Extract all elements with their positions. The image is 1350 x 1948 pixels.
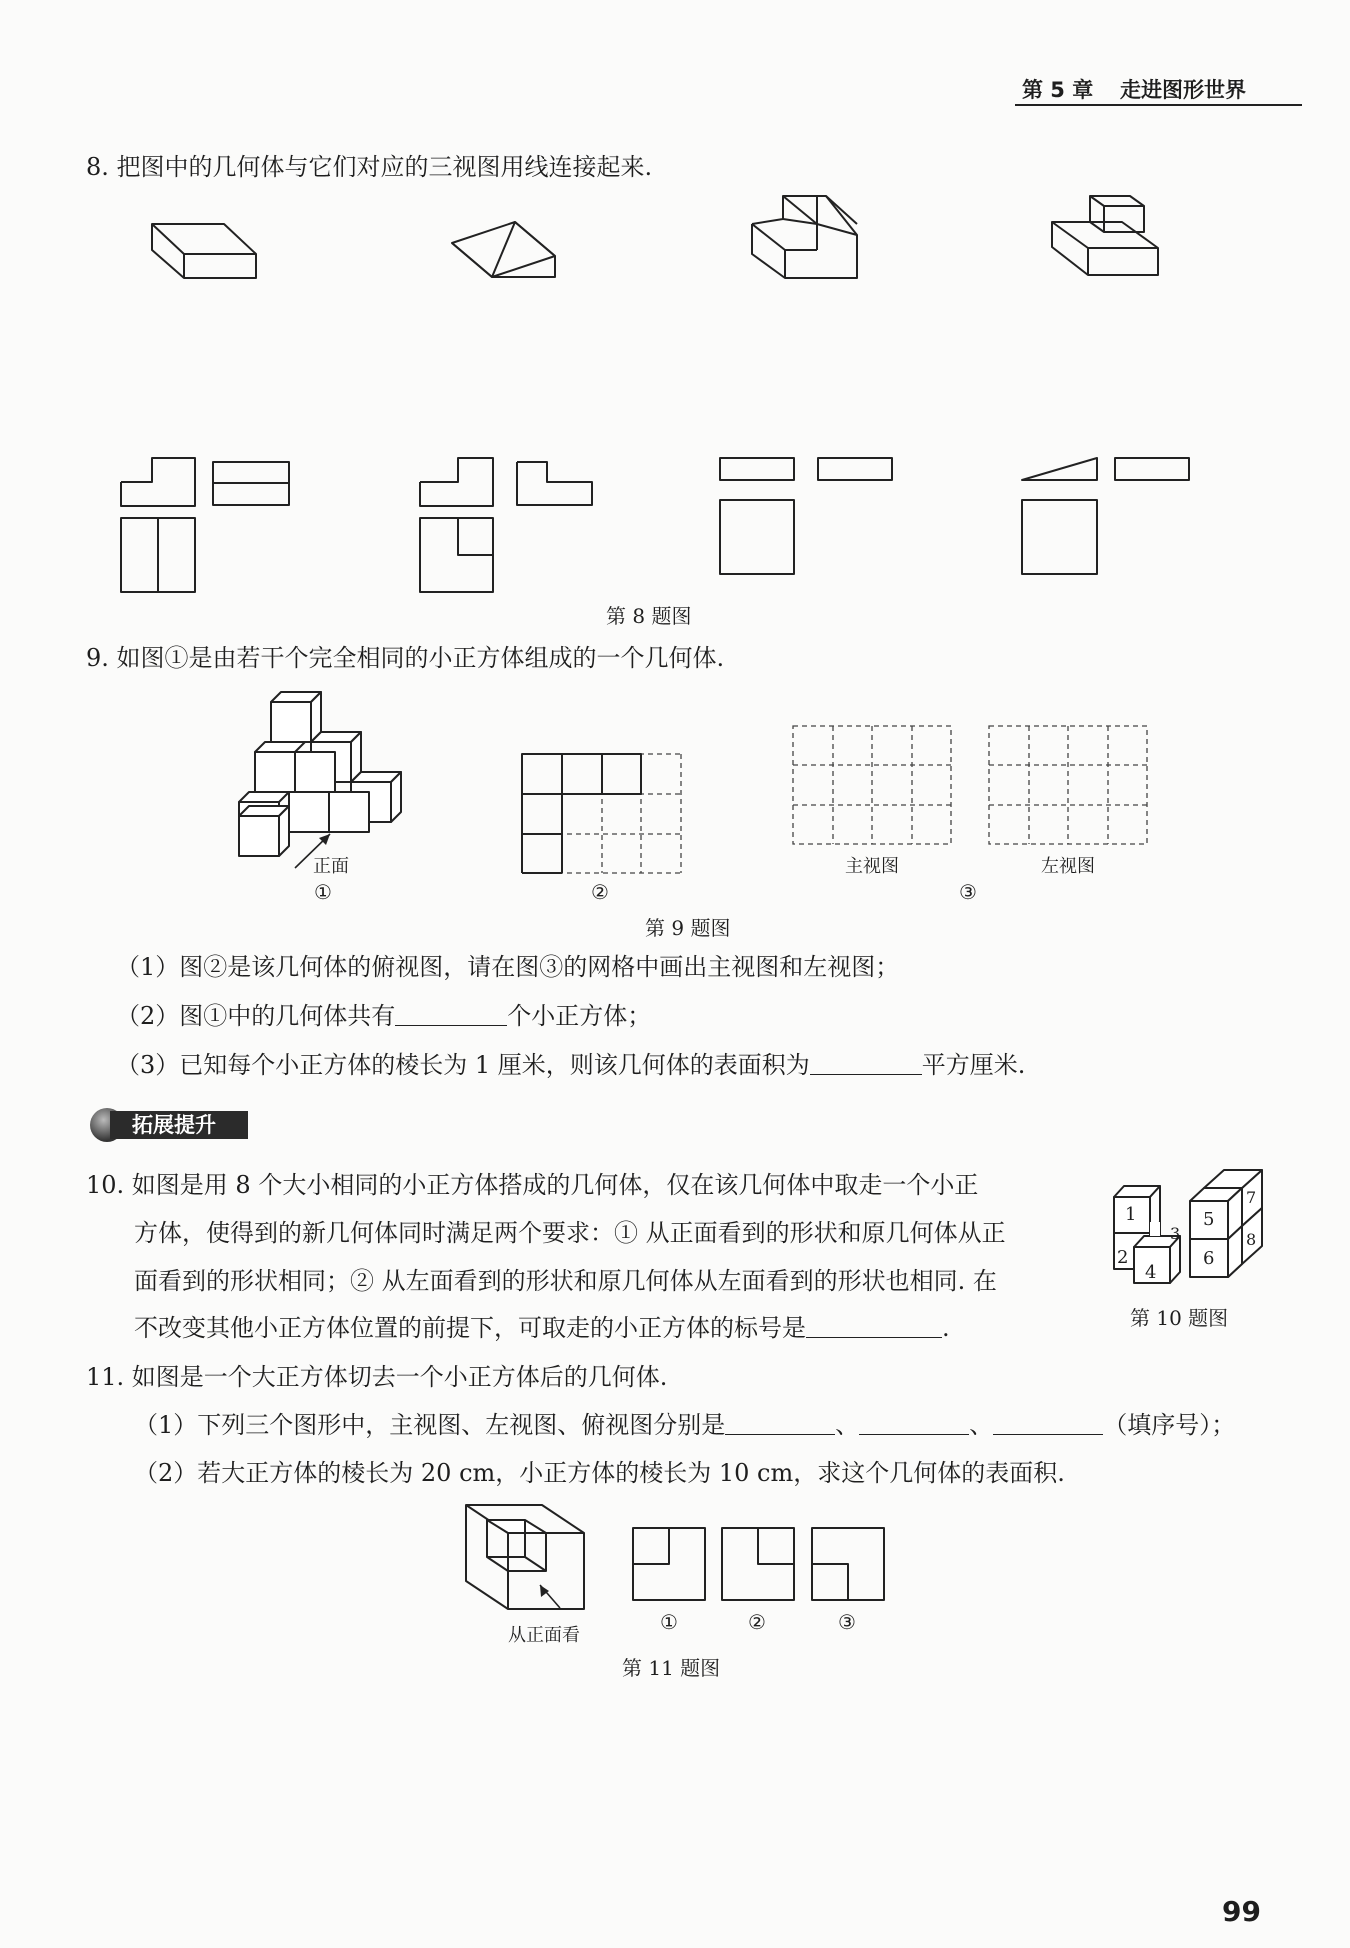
q9-fig-label-2: ② [591,880,609,904]
q9-sub2-prefix: （2）图①中的几何体共有 [116,1002,396,1030]
q11-view-2 [722,1528,794,1600]
q10-caption: 第 10 题图 [1130,1306,1229,1330]
q9-caption: 第 9 题图 [645,916,731,940]
q11-fig-label-3: ③ [838,1610,856,1634]
q9-sub3-prefix: （3）已知每个小正方体的棱长为 1 厘米，则该几何体的表面积为 [116,1051,810,1079]
q10-cube-5: 5 [1203,1209,1215,1230]
q9-left-view-label: 左视图 [1041,856,1095,877]
q10-cube-4: 4 [1145,1262,1157,1283]
q11-sep-2: 、 [969,1411,994,1439]
q10-cube-7: 7 [1246,1188,1257,1207]
q9-fig-label-1: ① [314,880,332,904]
q10-cube-8: 8 [1246,1230,1257,1249]
q11-fig-label-1: ① [660,1610,678,1634]
q9-front-label: 正面 [313,856,349,877]
q10-cube-1: 1 [1125,1204,1137,1225]
q8-text: 8. 把图中的几何体与它们对应的三视图用线连接起来. [86,153,653,181]
q9-fig-label-3: ③ [959,880,977,904]
q11-caption: 第 11 题图 [622,1656,721,1680]
q9-main-view-label: 主视图 [845,856,899,877]
q10-line4-end: . [942,1314,950,1342]
q8-caption: 第 8 题图 [606,604,692,628]
q9-sub1: （1）图②是该几何体的俯视图，请在图③的网格中画出主视图和左视图； [116,953,900,981]
q11-sub2: （2）若大正方体的棱长为 20 cm，小正方体的棱长为 10 cm，求这个几何体的表面积. [134,1459,1065,1487]
q11-view-1 [633,1528,705,1600]
q11-sub1-text: （1）下列三个图形中，主视图、左视图、俯视图分别是 [134,1411,726,1439]
q10-line2: 方体，使得到的新几何体同时满足两个要求：① 从正面看到的形状和原几何体从正 [134,1219,1006,1247]
q11-text: 11. 如图是一个大正方体切去一个小正方体后的几何体. [86,1363,668,1391]
q11-sub1-end: （填序号）； [1103,1411,1236,1439]
q11-fig-label-2: ② [748,1610,766,1634]
chapter-label: 第 5 章 [1022,78,1094,102]
section-title: 拓展提升 [110,1111,248,1139]
q11-sep-1: 、 [835,1411,860,1439]
q9-text: 9. 如图①是由若干个完全相同的小正方体组成的一个几何体. [86,644,725,672]
q11-view-label: 从正面看 [508,1625,580,1646]
q9-sub2-suffix: 个小正方体； [507,1002,652,1030]
q10-cube-2: 2 [1117,1247,1129,1268]
q10-cube-6: 6 [1203,1248,1215,1269]
q10-line4-text: 不改变其他小正方体位置的前提下，可取走的小正方体的标号是 [134,1314,806,1342]
q11-cut-cube [466,1505,584,1609]
q10-cube-3: 3 [1170,1224,1181,1243]
q9-sub3-suffix: 平方厘米. [921,1051,1026,1079]
chapter-title: 走进图形世界 [1120,78,1246,102]
q10-line1: 10. 如图是用 8 个大小相同的小正方体搭成的几何体，仅在该几何体中取走一个小正 [86,1171,979,1199]
page-number: 99 [1222,1895,1261,1928]
q11-view-3 [812,1528,884,1600]
q10-line3: 面看到的形状相同；② 从左面看到的形状和原几何体从左面看到的形状也相同. 在 [134,1267,997,1295]
